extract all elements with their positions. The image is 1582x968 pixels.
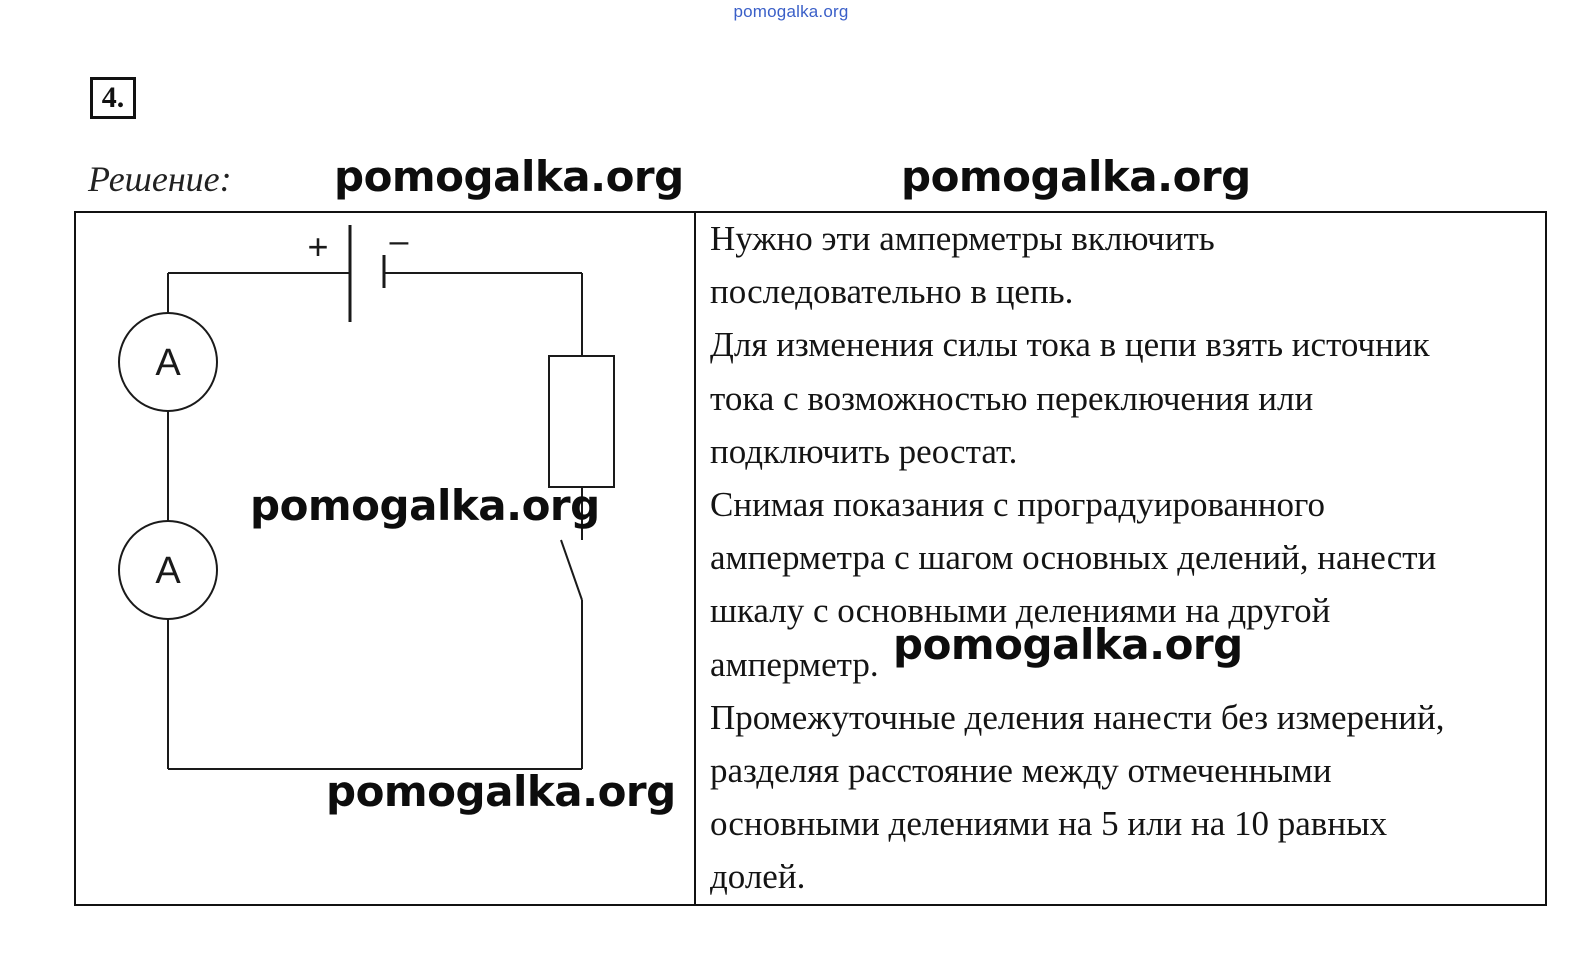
- watermark: pomogalka.org: [250, 481, 600, 530]
- resistor: [549, 356, 614, 487]
- text-line: разделяя расстояние между отмеченными: [710, 750, 1332, 790]
- text-line: подключить реостат.: [710, 431, 1018, 471]
- task-number-box: 4.: [90, 77, 136, 119]
- switch-blade: [561, 540, 582, 600]
- text-line: амперметра с шагом основных делений, нанести: [710, 538, 1437, 578]
- text-line: амперметр.: [710, 644, 879, 684]
- text-line: Нужно эти амперметры включить: [710, 219, 1215, 258]
- solution-label: Решение:: [88, 159, 232, 199]
- text-line: Промежуточные деления нанести без измерений,: [710, 697, 1445, 737]
- text-line: Снимая показания с проградуированного: [710, 484, 1325, 524]
- ammeter-1-label: A: [155, 342, 181, 384]
- watermark: pomogalka.org: [326, 767, 676, 816]
- text-line: основными делениями на 5 или на 10 равных: [710, 804, 1388, 844]
- table-divider: [694, 211, 696, 906]
- text-line: последовательно в цепь.: [710, 272, 1074, 312]
- text-line: тока с возможностью переключения или: [710, 378, 1314, 418]
- site-header-link[interactable]: pomogalka.org: [733, 2, 849, 21]
- watermark: pomogalka.org: [901, 152, 1251, 201]
- watermark: pomogalka.org: [893, 620, 1243, 669]
- watermark: pomogalka.org: [334, 152, 684, 201]
- battery-plus-sign: +: [307, 226, 329, 267]
- solution-text: [710, 212, 1540, 903]
- text-line: долей.: [710, 857, 806, 897]
- ammeter-2-label: A: [155, 550, 181, 592]
- text-line: Для изменения силы тока в цепи взять источник: [710, 325, 1430, 365]
- battery-minus-sign: –: [389, 222, 409, 260]
- text-line: шкалу с основными делениями на другой: [710, 591, 1331, 631]
